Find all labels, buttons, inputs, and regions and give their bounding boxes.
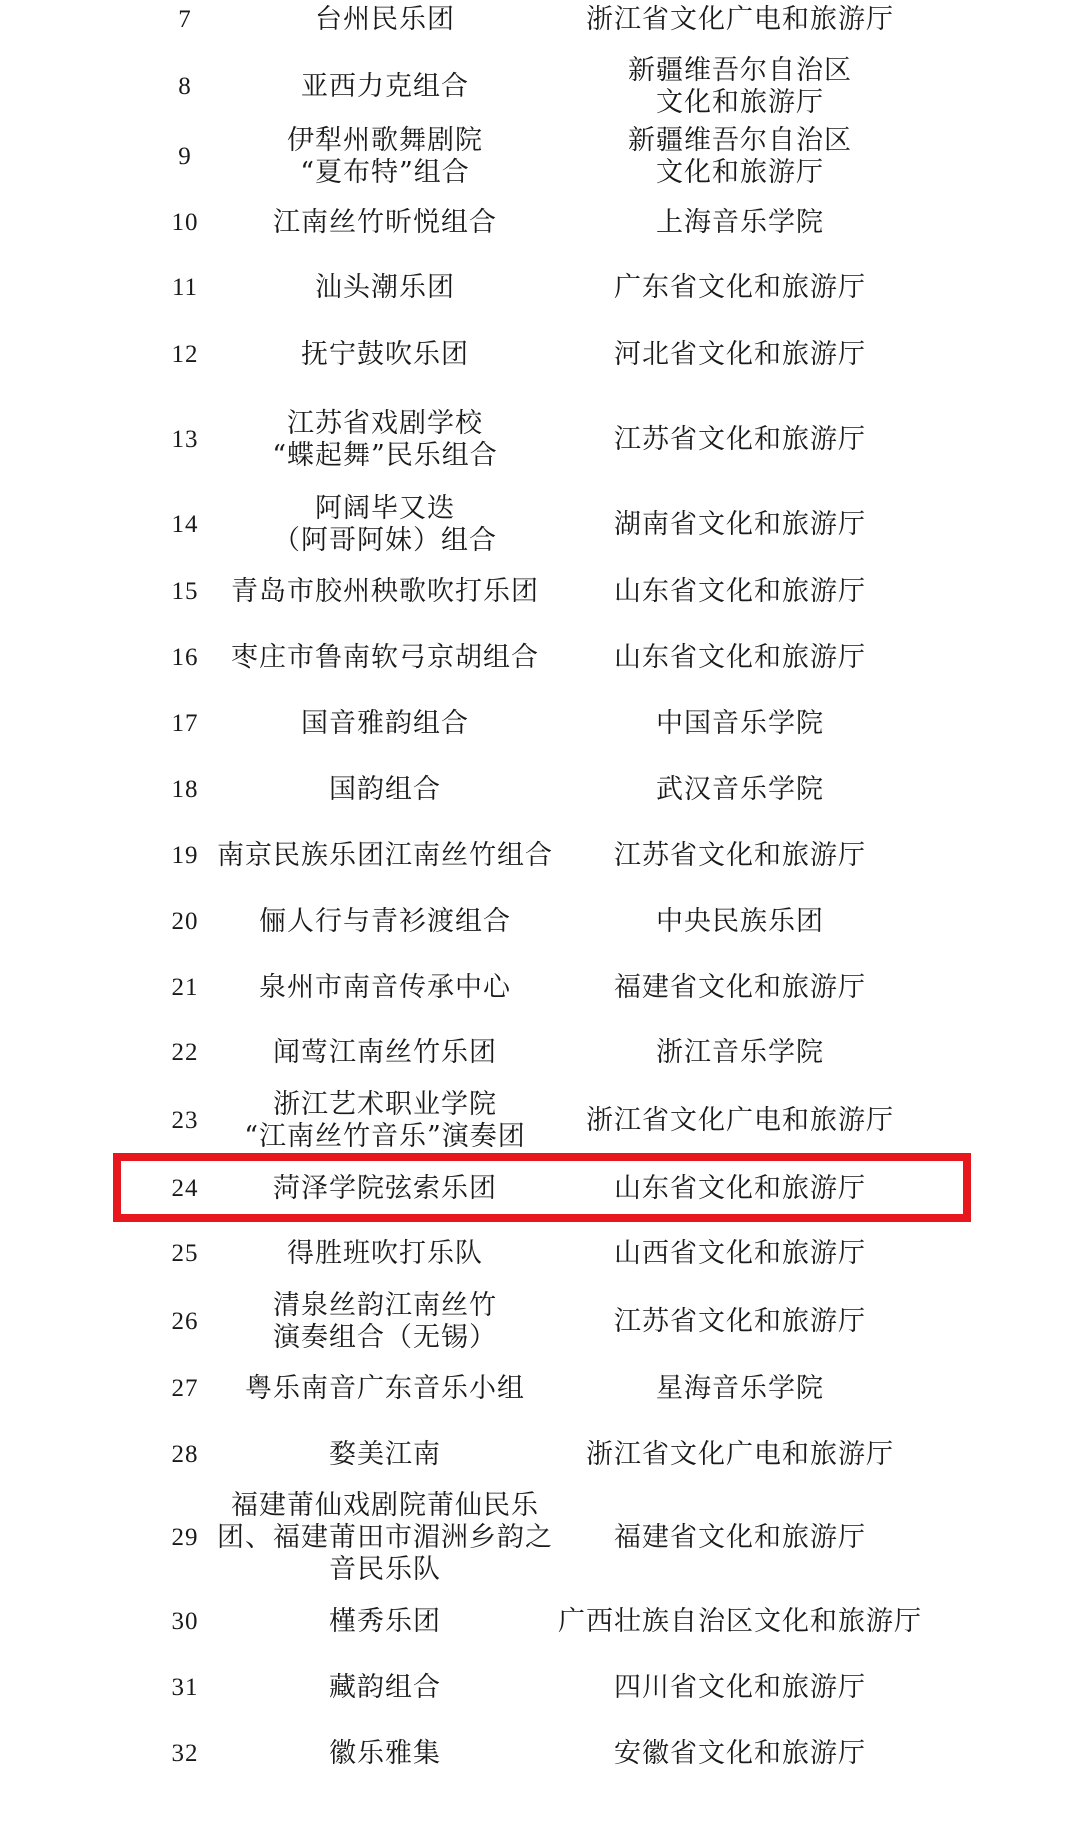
ensemble-name-cell: 江苏省戏剧学校 “蝶起舞”民乐组合	[272, 408, 498, 471]
recommending-unit-cell: 武汉音乐学院	[656, 774, 824, 805]
recommending-unit-cell: 新疆维吾尔自治区 文化和旅游厅	[628, 55, 852, 118]
recommending-unit-cell: 浙江省文化广电和旅游厅	[586, 1105, 894, 1136]
recommending-unit-cell: 浙江省文化广电和旅游厅	[586, 4, 894, 35]
row-number-cell: 18	[171, 776, 199, 803]
recommending-unit-cell: 山东省文化和旅游厅	[614, 1173, 866, 1204]
recommending-unit-cell: 星海音乐学院	[656, 1373, 824, 1404]
ensemble-name-cell: 国音雅韵组合	[301, 708, 469, 739]
row-number-cell: 25	[171, 1240, 199, 1267]
recommending-unit-cell: 中国音乐学院	[656, 708, 824, 739]
recommending-unit-cell: 浙江省文化广电和旅游厅	[586, 1439, 894, 1470]
table-row	[0, 1083, 1080, 1159]
row-number-cell: 29	[171, 1524, 199, 1551]
row-number-cell: 16	[171, 644, 199, 671]
table-row	[0, 1025, 1080, 1081]
recommending-unit-cell: 江苏省文化和旅游厅	[614, 1306, 866, 1337]
row-number-cell: 9	[178, 143, 192, 170]
table-row	[0, 487, 1080, 563]
recommending-unit-cell: 山东省文化和旅游厅	[614, 576, 866, 607]
ensemble-name-cell: 藏韵组合	[329, 1672, 441, 1703]
ensemble-name-cell: 台州民乐团	[315, 4, 455, 35]
ensemble-name-cell: 俪人行与青衫渡组合	[259, 906, 511, 937]
row-number-cell: 7	[178, 6, 192, 33]
recommending-unit-cell: 湖南省文化和旅游厅	[614, 509, 866, 540]
recommending-unit-cell: 江苏省文化和旅游厅	[614, 840, 866, 871]
table-row	[0, 1726, 1080, 1782]
recommending-unit-cell: 安徽省文化和旅游厅	[614, 1738, 866, 1769]
table-row	[0, 828, 1080, 884]
recommending-unit-cell: 中央民族乐团	[656, 906, 824, 937]
row-number-cell: 31	[171, 1674, 199, 1701]
table-row	[0, 696, 1080, 752]
table-row	[0, 57, 1080, 117]
row-number-cell: 10	[171, 209, 199, 236]
table-row	[0, 564, 1080, 620]
table-row	[0, 260, 1080, 316]
row-number-cell: 24	[171, 1175, 199, 1202]
ensemble-name-cell: 伊犁州歌舞剧院 “夏布特”组合	[287, 125, 483, 188]
ensemble-name-cell: 江南丝竹昕悦组合	[273, 207, 497, 238]
recommending-unit-cell: 福建省文化和旅游厅	[614, 1522, 866, 1553]
row-number-cell: 19	[171, 842, 199, 869]
ensemble-name-cell: 青岛市胶州秧歌吹打乐团	[231, 576, 539, 607]
recommending-unit-cell: 新疆维吾尔自治区 文化和旅游厅	[628, 125, 852, 188]
row-number-cell: 26	[171, 1308, 199, 1335]
row-number-cell: 15	[171, 578, 199, 605]
table-row	[0, 1161, 1080, 1217]
table-row	[0, 1284, 1080, 1360]
row-number-cell: 12	[171, 341, 199, 368]
row-number-cell: 27	[171, 1375, 199, 1402]
ensemble-name-cell: 清泉丝韵江南丝竹 演奏组合（无锡）	[273, 1290, 497, 1353]
ensemble-name-cell: 菏泽学院弦索乐团	[273, 1173, 497, 1204]
row-number-cell: 23	[171, 1107, 199, 1134]
ensemble-name-cell: 闻莺江南丝竹乐团	[273, 1037, 497, 1068]
ensemble-name-cell: 粤乐南音广东音乐小组	[245, 1373, 525, 1404]
ensemble-name-cell: 泉州市南音传承中心	[259, 972, 511, 1003]
table-row	[0, 1660, 1080, 1716]
table-row	[0, 124, 1080, 190]
ensemble-name-cell: 婺美江南	[329, 1439, 441, 1470]
table-row	[0, 0, 1080, 45]
ensemble-name-cell: 南京民族乐团江南丝竹组合	[217, 840, 553, 871]
row-number-cell: 22	[171, 1039, 199, 1066]
row-number-cell: 30	[171, 1608, 199, 1635]
recommending-unit-cell: 河北省文化和旅游厅	[614, 339, 866, 370]
recommending-unit-cell: 四川省文化和旅游厅	[614, 1672, 866, 1703]
recommending-unit-cell: 浙江音乐学院	[656, 1037, 824, 1068]
row-number-cell: 17	[171, 710, 199, 737]
table-row	[0, 762, 1080, 818]
ensemble-name-cell: 槿秀乐团	[329, 1606, 441, 1637]
ensemble-name-cell: 枣庄市鲁南软弓京胡组合	[231, 642, 539, 673]
ensemble-name-cell: 福建莆仙戏剧院莆仙民乐 团、福建莆田市湄洲乡韵之 音民乐队	[217, 1490, 553, 1585]
recommending-unit-cell: 广东省文化和旅游厅	[614, 272, 866, 303]
row-number-cell: 11	[171, 274, 199, 301]
row-number-cell: 20	[171, 908, 199, 935]
ensemble-name-cell: 国韵组合	[329, 774, 441, 805]
row-number-cell: 32	[171, 1740, 199, 1767]
row-number-cell: 14	[171, 511, 199, 538]
table-row	[0, 1361, 1080, 1417]
table-row	[0, 960, 1080, 1016]
ensemble-name-cell: 浙江艺术职业学院 “江南丝竹音乐”演奏团	[244, 1089, 526, 1152]
table-row	[0, 1488, 1080, 1588]
row-number-cell: 28	[171, 1441, 199, 1468]
ensemble-name-cell: 抚宁鼓吹乐团	[301, 339, 469, 370]
row-number-cell: 21	[171, 974, 199, 1001]
recommending-unit-cell: 江苏省文化和旅游厅	[614, 424, 866, 455]
table-row	[0, 400, 1080, 480]
table-row	[0, 1226, 1080, 1282]
table-row	[0, 1594, 1080, 1650]
ensemble-name-cell: 汕头潮乐团	[315, 272, 455, 303]
ensemble-name-cell: 徽乐雅集	[329, 1738, 441, 1769]
table-row	[0, 1427, 1080, 1483]
ensemble-name-cell: 亚西力克组合	[301, 71, 469, 102]
table-row	[0, 195, 1080, 251]
recommending-unit-cell: 福建省文化和旅游厅	[614, 972, 866, 1003]
table-row	[0, 630, 1080, 686]
recommending-unit-cell: 广西壮族自治区文化和旅游厅	[558, 1606, 922, 1637]
table-row	[0, 894, 1080, 950]
row-number-cell: 13	[171, 426, 199, 453]
ensemble-name-cell: 阿阔毕又迭 （阿哥阿妹）组合	[273, 493, 497, 556]
recommending-unit-cell: 山东省文化和旅游厅	[614, 642, 866, 673]
recommending-unit-cell: 上海音乐学院	[656, 207, 824, 238]
ensemble-name-cell: 得胜班吹打乐队	[287, 1238, 483, 1269]
recommending-unit-cell: 山西省文化和旅游厅	[614, 1238, 866, 1269]
table-row	[0, 327, 1080, 383]
row-number-cell: 8	[178, 73, 192, 100]
